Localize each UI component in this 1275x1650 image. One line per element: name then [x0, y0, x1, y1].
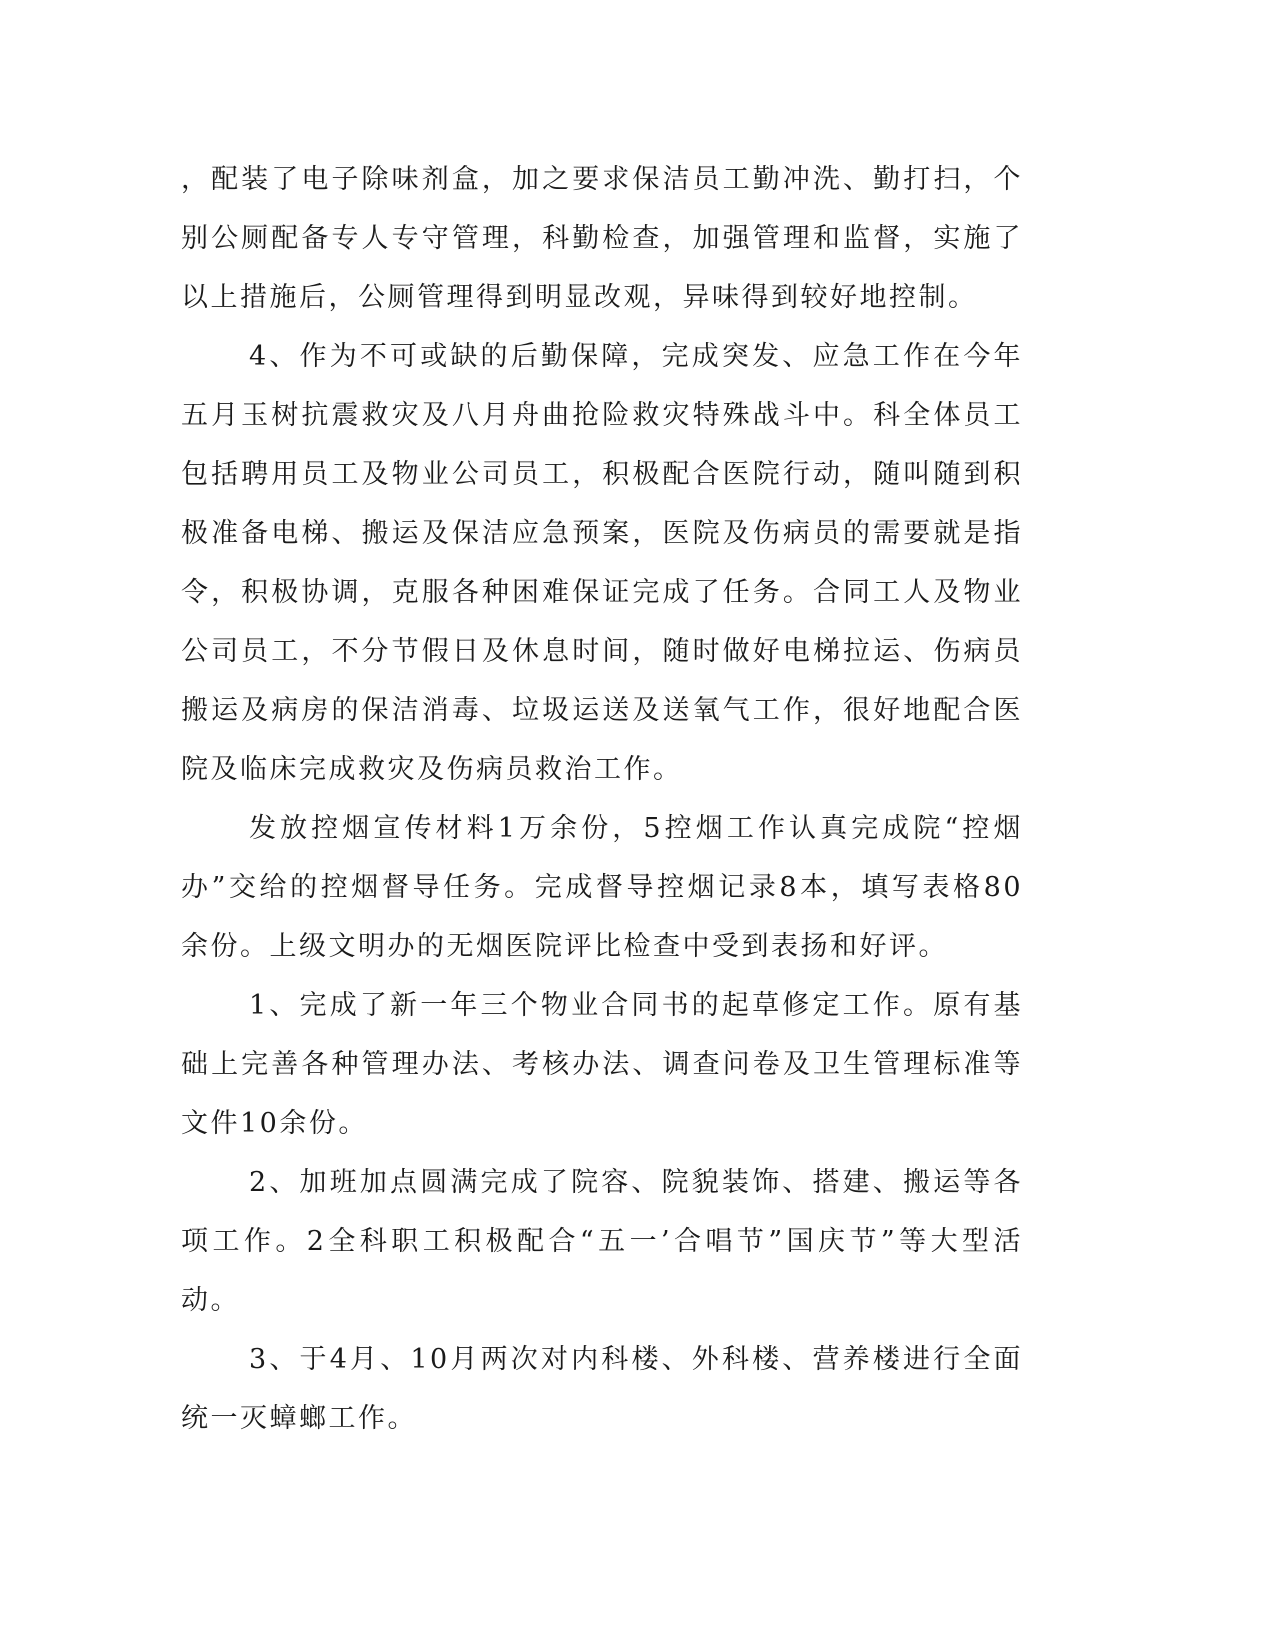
paragraph-4: 1、完成了新一年三个物业合同书的起草修定工作。原有基础上完善各种管理办法、考核办法、调查问卷及卫生管理标准等文件10余份。	[181, 990, 1023, 1139]
paragraph-5: 2、加班加点圆满完成了院容、院貌装饰、搭建、搬运等各项工作。2全科职工积极配合“五一’合唱节”国庆节”等大型活动。	[181, 1167, 1023, 1316]
paragraph-2: 4、作为不可或缺的后勤保障，完成突发、应急工作在今年五月玉树抗震救灾及八月舟曲抢险救灾特殊战斗中。科全体员工包括聘用员工及物业公司员工，积极配合医院行动，随叫随到积极准备电梯、搬运及保洁应急预案，医院及伤病员的需要就是指令，积极协调，克服各种困难保证完成了任务。合同工人及物业公司员工，不分节假日及休息时间，随时做好电梯拉运、伤病员搬运及病房的保洁消毒、垃圾运送及送氧气工作，很好地配合医院及临床完成救灾及伤病员救治工作。	[181, 341, 1023, 785]
paragraph-6: 3、于4月、10月两次对内科楼、外科楼、营养楼进行全面统一灭蟑螂工作。	[181, 1344, 1023, 1434]
document-page	[181, 150, 1023, 1448]
paragraph-1: ，配装了电子除味剂盒，加之要求保洁员工勤冲洗、勤打扫，个别公厕配备专人专守管理，科勤检查，加强管理和监督，实施了以上措施后，公厕管理得到明显改观，异味得到较好地控制。	[181, 164, 1023, 313]
paragraph-3: 发放控烟宣传材料1万余份，5控烟工作认真完成院“控烟办”交给的控烟督导任务。完成督导控烟记录8本，填写表格80余份。上级文明办的无烟医院评比检查中受到表扬和好评。	[181, 813, 1023, 962]
